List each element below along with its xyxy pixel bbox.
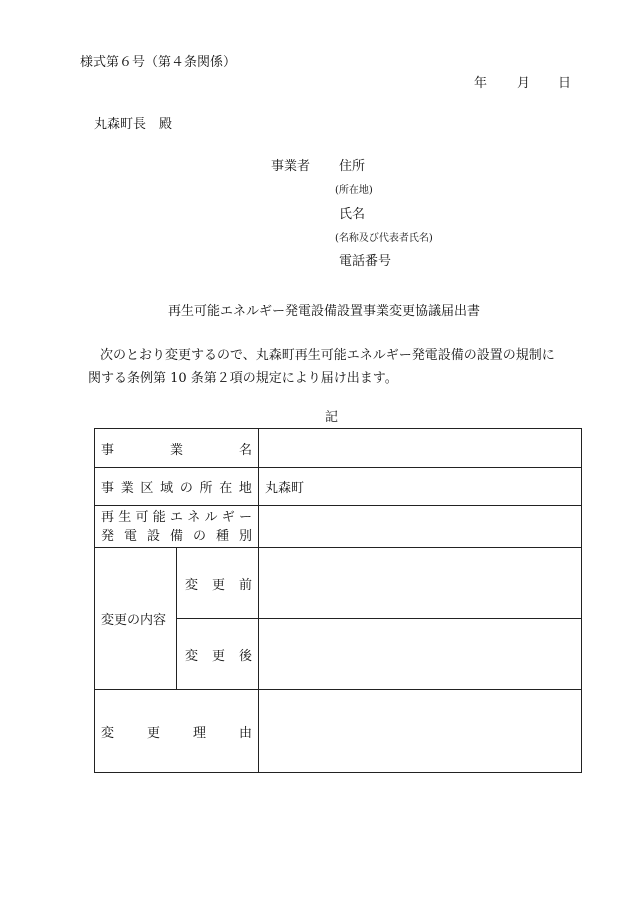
table-row-equipment-type <box>95 506 582 548</box>
address-label: 住所 <box>339 159 366 174</box>
label-char: の <box>193 528 207 544</box>
label-char: 種 <box>216 528 230 544</box>
label-char: 設 <box>147 528 161 544</box>
address-note: (所在地) <box>335 185 373 196</box>
before-label <box>177 548 259 619</box>
label-char: 備 <box>170 528 184 544</box>
reason-label <box>95 690 259 773</box>
label-char: 区 <box>140 481 154 496</box>
business-name-label <box>95 429 259 468</box>
label-char: ギ <box>221 509 235 525</box>
label-char: 域 <box>160 481 174 496</box>
change-before-value[interactable] <box>259 548 582 619</box>
location-label <box>95 468 259 506</box>
form-number: 様式第６号（第４条関係） <box>80 55 237 70</box>
label-char: 所 <box>199 481 213 496</box>
reason-value[interactable] <box>259 690 582 773</box>
label-char: 地 <box>238 481 252 496</box>
label-char: 電 <box>124 528 138 544</box>
after-label <box>177 619 259 690</box>
addressee: 丸森町長 殿 <box>94 117 173 132</box>
label-char: 発 <box>101 528 115 544</box>
change-content-label: 変更の内容 <box>95 548 177 690</box>
phone-label: 電話番号 <box>339 254 392 269</box>
table-row-location <box>95 468 582 506</box>
label-char: 更 <box>212 648 226 664</box>
label-char: 別 <box>239 528 253 544</box>
application-table <box>94 428 582 773</box>
date-day: 日 <box>558 76 572 91</box>
name-note: (名称及び代表者氏名) <box>335 233 433 244</box>
ki-heading: 記 <box>325 410 339 425</box>
label-char: 業 <box>170 442 184 458</box>
label-char: 後 <box>239 648 253 664</box>
label-char: 理 <box>193 725 207 741</box>
label-char: 在 <box>219 481 233 496</box>
name-label: 氏名 <box>339 207 366 222</box>
label-char: 変 <box>185 577 199 593</box>
table-row-change-before <box>95 548 582 619</box>
label-char: 変 <box>101 725 115 741</box>
date-year: 年 <box>474 76 488 91</box>
label-char: の <box>179 481 193 496</box>
label-char: 更 <box>147 725 161 741</box>
location-value[interactable]: 丸森町 <box>259 468 582 506</box>
label-char: 事 <box>101 481 115 496</box>
label-char: 事 <box>101 442 115 458</box>
label-char: ル <box>204 509 218 525</box>
label-char: ー <box>239 509 253 525</box>
label-char: エ <box>170 509 184 525</box>
table-row-reason <box>95 690 582 773</box>
label-char: 再 <box>101 509 115 525</box>
business-name-value[interactable] <box>259 429 582 468</box>
label-char: 可 <box>135 509 149 525</box>
label-char: 能 <box>152 509 166 525</box>
label-char: 業 <box>120 481 134 496</box>
equipment-type-value[interactable] <box>259 506 582 548</box>
label-char: 更 <box>212 577 226 593</box>
table-row-business-name <box>95 429 582 468</box>
equipment-type-label <box>95 506 259 548</box>
label-char: 由 <box>239 725 253 741</box>
document-title: 再生可能エネルギー発電設備設置事業変更協議届出書 <box>168 304 481 319</box>
applicant-heading: 事業者 <box>271 159 311 174</box>
label-char: ネ <box>187 509 201 525</box>
body-text-line-2: 関する条例第 10 条第２項の規定により届け出ます。 <box>88 371 398 386</box>
date-month: 月 <box>517 76 531 91</box>
body-text-line-1: 次のとおり変更するので、丸森町再生可能エネルギー発電設備の設置の規制に <box>100 348 555 363</box>
change-after-value[interactable] <box>259 619 582 690</box>
label-char: 前 <box>239 577 253 593</box>
label-char: 変 <box>185 648 199 664</box>
label-char: 生 <box>118 509 132 525</box>
label-char: 名 <box>239 442 253 458</box>
